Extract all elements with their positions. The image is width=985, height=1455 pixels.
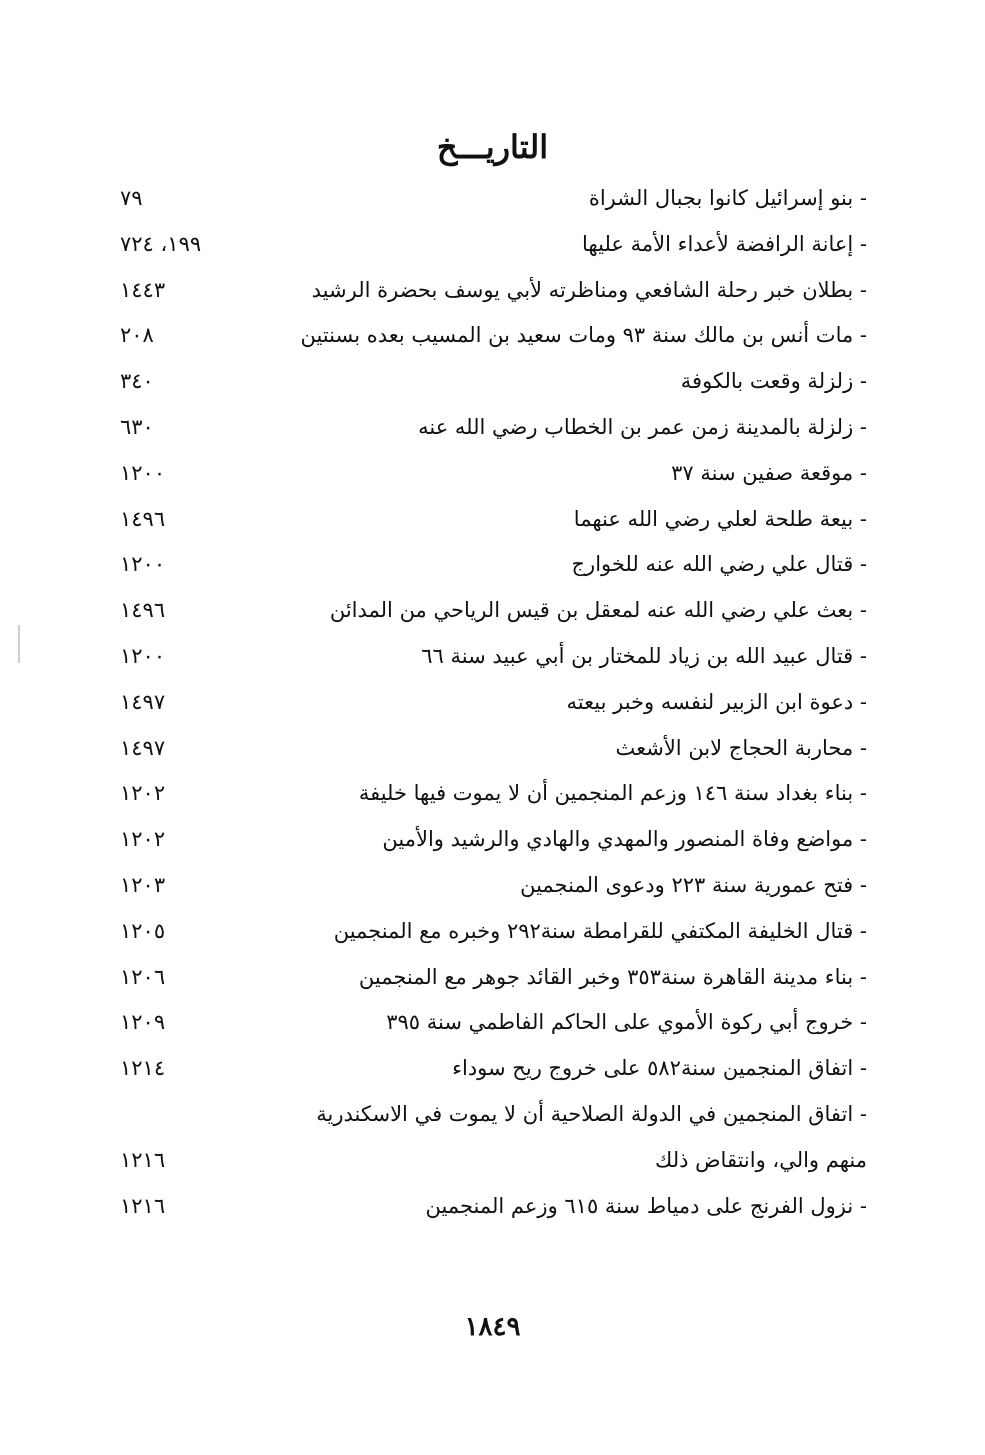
list-item [0,224,985,270]
entry-page-ref: ٣٤٠ [120,369,154,394]
list-item [0,957,985,1003]
entry-text: - زلزلة بالمدينة زمن عمر بن الخطاب رضي الله عنه [418,414,867,439]
entry-text: - اتفاق المنجمين سنة٥٨٢ على خروج ريح سوداء [452,1056,867,1081]
entry-page-ref: ١٢٠٦ [120,964,166,989]
list-item [0,499,985,545]
list-item [0,178,985,224]
entry-page-ref: ١٢٠٩ [120,1010,166,1035]
scan-margin-mark [18,625,20,663]
entry-text: - دعوة ابن الزبير لنفسه وخبر بيعته [566,689,867,714]
entry-page-ref: ١٢٠٥ [120,918,166,943]
entry-page-ref: ١٢٠٢ [120,781,166,806]
entry-page-ref: ١٢٠٠ [120,460,166,485]
entry-page-ref: ١٢٠٠ [120,552,166,577]
list-item [0,773,985,819]
page-title: التاريـــخ [436,128,549,166]
entry-text: - بيعة طلحة لعلي رضي الله عنهما [573,506,867,531]
entry-text: - بنو إسرائيل كانوا بجبال الشراة [588,186,867,210]
entry-text: - قتال الخليفة المكتفي للقرامطة سنة٢٩٢ وخبره مع المنجمين [333,918,867,943]
entry-text: - بناء مدينة القاهرة سنة٣٥٣ وخبر القائد جوهر مع المنجمين [358,964,867,989]
entry-text: - قتال عبيد الله بن زياد للمختار بن أبي عبيد سنة ٦٦ [421,643,867,668]
entry-text: - زلزلة وقعت بالكوفة [680,369,867,394]
list-item [0,315,985,361]
list-item [0,1048,985,1094]
entry-page-ref: ٢٠٨ [120,323,154,348]
entry-page-ref: ١٢١٦ [120,1193,166,1218]
entry-page-ref: ١٤٩٧ [120,735,166,760]
entry-page-ref: ١٢١٦ [120,1147,166,1172]
entry-text: - مواضع وفاة المنصور والمهدي والهادي والرشيد والأمين [382,827,867,852]
list-item [0,682,985,728]
list-item [0,544,985,590]
entry-page-ref: ١٤٩٦ [120,506,166,531]
list-item [0,1186,985,1232]
list-item [0,590,985,636]
entry-page-ref: ١٩٩، ٧٢٤ [120,231,202,256]
list-item [0,1140,985,1186]
list-item [0,819,985,865]
entry-page-ref: ١٢١٤ [120,1056,166,1081]
list-item [0,728,985,774]
entry-text: - محاربة الحجاج لابن الأشعث [615,735,867,760]
page-number: ١٨٤٩ [464,1312,521,1342]
list-item [0,1094,985,1140]
entry-text: - موقعة صفين سنة ٣٧ [671,460,867,485]
entry-text: - اتفاق المنجمين في الدولة الصلاحية أن لا يموت في الاسكندرية [316,1101,867,1126]
list-item [0,453,985,499]
entry-page-ref: ١٢٠٠ [120,643,166,668]
entry-page-ref: ٧٩ [120,186,143,210]
list-item [0,407,985,453]
list-item [0,1002,985,1048]
entry-text: - بعث علي رضي الله عنه لمعقل بن قيس الرياحي من المدائن [329,598,867,623]
entry-page-ref: ١٤٤٣ [120,277,166,302]
entry-text: - فتح عمورية سنة ٢٢٣ ودعوى المنجمين [520,872,867,897]
entry-text: - مات أنس بن مالك سنة ٩٣ ومات سعيد بن المسيب بعده بسنتين [300,323,867,348]
entry-text: - قتال علي رضي الله عنه للخوارج [571,552,867,577]
entry-text: - نزول الفرنج على دمياط سنة ٦١٥ وزعم المنجمين [425,1193,867,1218]
entry-text: - خروج أبي ركوة الأموي على الحاكم الفاطمي سنة ٣٩٥ [386,1010,867,1035]
list-item [0,911,985,957]
list-item [0,865,985,911]
entry-page-ref: ١٢٠٢ [120,827,166,852]
entry-text: منهم والي، وانتقاض ذلك [655,1147,867,1172]
entry-text: - إعانة الرافضة لأعداء الأمة عليها [582,231,867,256]
entry-page-ref: ١٢٠٣ [120,872,166,897]
entry-page-ref: ٦٣٠ [120,414,154,439]
list-item [0,361,985,407]
entry-text: - بطلان خبر رحلة الشافعي ومناظرته لأبي يوسف بحضرة الرشيد [311,277,867,302]
entry-page-ref: ١٤٩٦ [120,598,166,623]
index-entry-list [0,178,985,1231]
entry-text: - بناء بغداد سنة ١٤٦ وزعم المنجمين أن لا يموت فيها خليفة [358,781,867,806]
list-item [0,270,985,316]
list-item [0,636,985,682]
entry-page-ref: ١٤٩٧ [120,689,166,714]
